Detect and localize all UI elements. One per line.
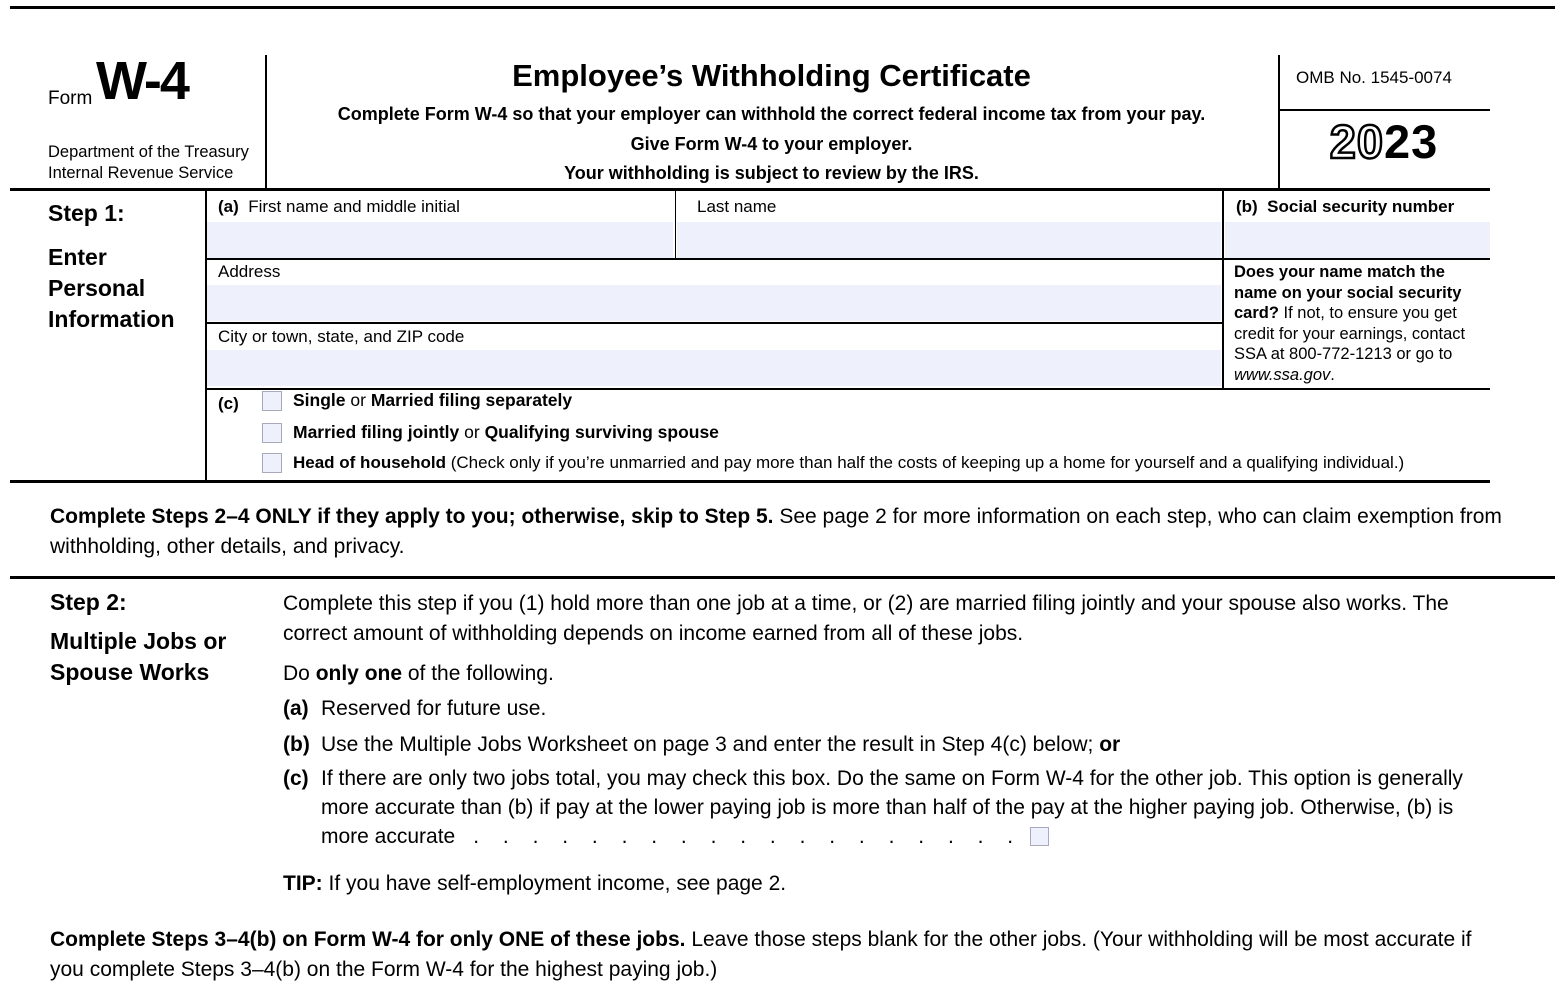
step2-item-c [283, 764, 1473, 851]
item-c-text [321, 764, 1473, 851]
tip-text: If you have self-employment income, see page 2. [322, 872, 787, 895]
subtitle-3: Your withholding is subject to review by the IRS. [564, 163, 979, 183]
between-note-rest: See page 2 for more information on each step, who can claim exemption from withholding, other details, and privacy. [50, 505, 1502, 558]
married-jointly-bold2: Qualifying surviving spouse [484, 422, 719, 442]
tax-year [1278, 114, 1490, 169]
first-name-label [218, 197, 460, 217]
head-of-household-checkbox[interactable] [262, 453, 282, 473]
ssa-note-link: www.ssa.gov [1234, 365, 1331, 384]
ssn-prefix: (b) [1236, 197, 1258, 216]
row-address-bottom-rule [205, 322, 1224, 324]
step1-label: Step 1: [48, 200, 125, 226]
form-word: Form [48, 88, 93, 109]
do-bold: only one [315, 662, 403, 685]
title-wrap [267, 58, 1276, 94]
step2-tip [283, 869, 786, 899]
item-a-text: Reserved for future use. [321, 697, 547, 720]
married-jointly-checkbox[interactable] [262, 423, 282, 443]
do-pre: Do [283, 662, 316, 685]
step2-item-b [283, 730, 1463, 759]
ssn-input[interactable] [1225, 222, 1490, 258]
ssn-label [1236, 197, 1454, 217]
form-number: W-4 [96, 51, 188, 111]
filing-option-single [262, 390, 572, 411]
item-b-or: or [1099, 733, 1121, 756]
first-name-input[interactable] [207, 222, 673, 258]
form-title: Employee’s Withholding Certificate [512, 58, 1031, 93]
agency-line-2: Internal Revenue Service [48, 164, 234, 182]
step2-do-line [283, 659, 554, 689]
agency-lines [48, 142, 249, 184]
step1-bottom-rule [10, 480, 1490, 483]
item-c-prefix: (c) [283, 767, 309, 790]
do-post: of the following. [402, 662, 554, 685]
between-note-bold: Complete Steps 2–4 ONLY if they apply to you; otherwise, skip to Step 5. [50, 505, 774, 528]
single-checkbox[interactable] [262, 391, 282, 411]
agency-line-1: Department of the Treasury [48, 143, 249, 161]
between-note [50, 502, 1505, 561]
header-bottom-rule [10, 188, 1490, 191]
subtitle-1: Complete Form W-4 so that your employer can withhold the correct federal income tax from your pay. [337, 104, 1206, 124]
head-of-household-rest: (Check only if you’re unmarried and pay more than half the costs of keeping up a home for yourself and a qualifying individual.) [450, 453, 1405, 472]
city-input[interactable] [207, 350, 1221, 386]
item-a-prefix: (a) [283, 697, 309, 720]
ssn-label-text: Social security number [1267, 197, 1455, 216]
first-name-label-text: First name and middle initial [248, 197, 460, 216]
city-label: City or town, state, and ZIP code [218, 327, 465, 346]
step2-sublabel: Multiple Jobs or Spouse Works [50, 628, 227, 685]
name-column-divider [675, 191, 676, 258]
step1-sublabel: Enter Personal Information [48, 244, 175, 332]
filing-status-prefix: (c) [218, 394, 239, 413]
ssa-note-end: . [1330, 365, 1335, 384]
step2-label: Step 2: [50, 589, 127, 615]
item-b-text-main: Use the Multiple Jobs Worksheet on page 3 and enter the result in Step 4(c) below; [321, 733, 1100, 756]
filing-option-head-of-household [262, 453, 1404, 473]
married-jointly-mid: or [459, 422, 485, 442]
ssa-note-bold: Does your name match the name on your social security card? [1234, 263, 1462, 322]
married-jointly-bold1: Married filing jointly [293, 422, 460, 442]
top-rule [10, 6, 1555, 9]
footer-note-rest: Leave those steps blank for the other jobs. (Your withholding will be most accurate if you complete Steps 3–4(b) on the Form W-4 for the highest paying job.) [50, 928, 1472, 981]
last-name-label: Last name [697, 197, 777, 216]
omb-underline [1278, 109, 1490, 111]
ssa-note [1234, 262, 1484, 385]
ssa-note-mid: If not, to ensure you get credit for your earnings, contact SSA at 800-772-1213 or go to [1234, 304, 1466, 363]
single-label-bold1: Single [293, 390, 346, 410]
subtitle-2: Give Form W-4 to your employer. [630, 134, 913, 154]
single-label-bold2: Married filing separately [370, 390, 573, 410]
address-label: Address [218, 262, 281, 281]
item-c-text-main: If there are only two jobs total, you may check this box. Do the same on Form W-4 for the other job. This option is generally more accurate than (b) if pay at the lower paying job is more than half of the pay at the higher paying job. Otherwise, (b) is more accurate [321, 767, 1463, 848]
filing-option-married-jointly [262, 422, 719, 443]
head-of-household-label [293, 453, 1404, 473]
item-b-text [321, 730, 1463, 759]
footer-note-bold: Complete Steps 3–4(b) on Form W-4 for only ONE of these jobs. [50, 928, 686, 951]
head-of-household-bold1: Head of household [293, 453, 446, 472]
step2-top-rule [10, 576, 1555, 579]
tax-year-solid: 23 [1384, 115, 1439, 168]
omb-number: OMB No. 1545-0074 [1296, 68, 1452, 87]
tip-bold: TIP: [283, 872, 323, 895]
last-name-input[interactable] [677, 222, 1221, 258]
ssn-column-divider [1222, 191, 1224, 389]
married-jointly-label [293, 422, 719, 443]
step2-intro: Complete this step if you (1) hold more than one job at a time, or (2) are married filing jointly and your spouse also works. The correct amount of withholding depends on income earned from all of these jobs. [283, 592, 1449, 645]
address-input[interactable] [207, 285, 1221, 321]
step2-item-a [283, 694, 1463, 723]
single-label-mid: or [345, 390, 371, 410]
item-b-prefix: (b) [283, 733, 310, 756]
row-name-bottom-rule [205, 258, 1490, 260]
tax-year-outline: 20 [1329, 115, 1384, 168]
footer-note [50, 925, 1510, 984]
single-label [293, 390, 572, 411]
item-c-dot-leader: . . . . . . . . . . . . . . . . . . . [473, 825, 1015, 848]
two-jobs-checkbox[interactable] [1030, 827, 1049, 846]
first-name-prefix: (a) [218, 197, 239, 216]
